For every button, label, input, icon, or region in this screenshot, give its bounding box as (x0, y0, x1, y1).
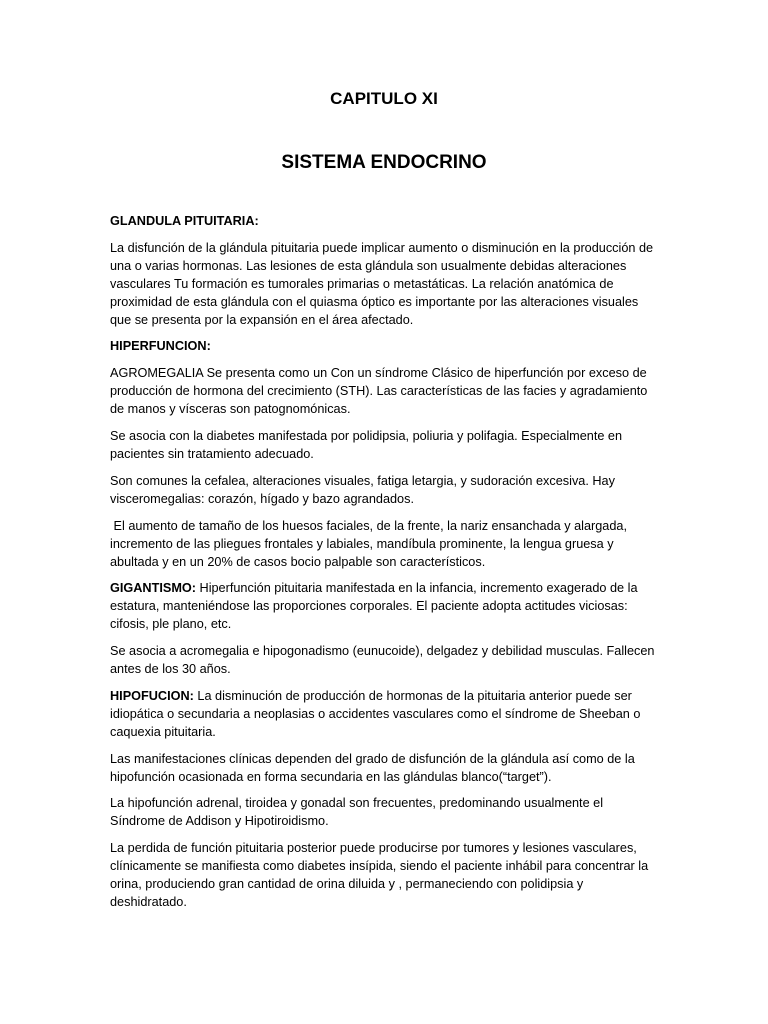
gigantismo-label: GIGANTISMO: (110, 581, 196, 596)
paragraph-adrenal: La hipofunción adrenal, tiroidea y gonadal son frecuentes, predominando usualmente el Síndrome de Addison y Hipotiroidismo. (110, 796, 604, 829)
paragraph-perdida: La perdida de función pituitaria posterior puede producirse por tumores y lesiones vasculares, clínicamente se manifiesta como diabetes insípida, siendo el paciente inhábil para concentrar la orina, produciendo gran cantidad de orina diluida y , permaneciendo con polidipsia y deshidratado. (110, 841, 649, 909)
paragraph-hipofucion (110, 688, 660, 742)
hipofucion-label: HIPOFUCION: (110, 688, 194, 703)
gigantismo-text: Hiperfunción pituitaria manifestada en la infancia, incremento exagerado de la estatura, manteniéndose las proporciones corporales. El paciente adopta actitudes viciosas: cifosis, ple plano, etc. (110, 581, 638, 632)
paragraph-agromegalia: AGROMEGALIA Se presenta como un Con un síndrome Clásico de hiperfunción por exceso de producción de hormona del crecimiento (STH). Las características de las facies y agradamiento de manos y vísceras son patognomónicas. (110, 366, 648, 417)
paragraph-manifestaciones: Las manifestaciones clínicas dependen del grado de disfunción de la glándula así como de la hipofunción ocasionada en forma secundaria en las glándulas blanco(“target”). (110, 751, 635, 784)
hipofucion-text: La disminución de producción de hormonas de la pituitaria anterior puede ser idiopática o secundaria a neoplasias o accidentes vasculares como el síndrome de Sheeban o caquexia pituitaria. (110, 688, 641, 739)
paragraph-acromegalia: Se asocia a acromegalia e hipogonadismo (eunucoide), delgadez y debilidad musculas. Fallecen antes de los 30 años. (110, 644, 655, 677)
page-title: SISTEMA ENDOCRINO (281, 152, 487, 173)
chapter-heading: CAPITULO XI (330, 89, 438, 108)
paragraph-disfuncion: La disfunción de la glándula pituitaria puede implicar aumento o disminución en la producción de una o varias hormonas. Las lesiones de esta glándula son usualmente debidas alteraciones vasculares Tu formación es tumorales primarias o metastáticas. La relación anatómica de proximidad de esta glándula con el quiasma óptico es importante por las alteraciones visuales que se presenta por la expansión en el área afectado. (110, 240, 654, 327)
paragraph-gigantismo (110, 580, 660, 634)
paragraph-aumento: El aumento de tamaño de los huesos faciales, de la frente, la nariz ensanchada y alargada, incremento de las pliegues frontales y labiales, mandíbula prominente, la lengua gruesa y abultada y en un 20% de casos bocio palpable son característicos. (110, 518, 631, 569)
section-heading-pituitaria: GLANDULA PITUITARIA: (110, 214, 259, 228)
paragraph-diabetes: Se asocia con la diabetes manifestada por polidipsia, poliuria y polifagia. Especialmente en pacientes sin tratamiento adecuado. (110, 429, 623, 461)
paragraph-comunes: Son comunes la cefalea, alteraciones visuales, fatiga letargia, y sudoración excesiva. Hay visceromegalias: corazón, hígado y bazo agrandados. (110, 473, 615, 506)
section-heading-hiperfuncion: HIPERFUNCION: (110, 339, 211, 354)
document-body (110, 213, 660, 921)
